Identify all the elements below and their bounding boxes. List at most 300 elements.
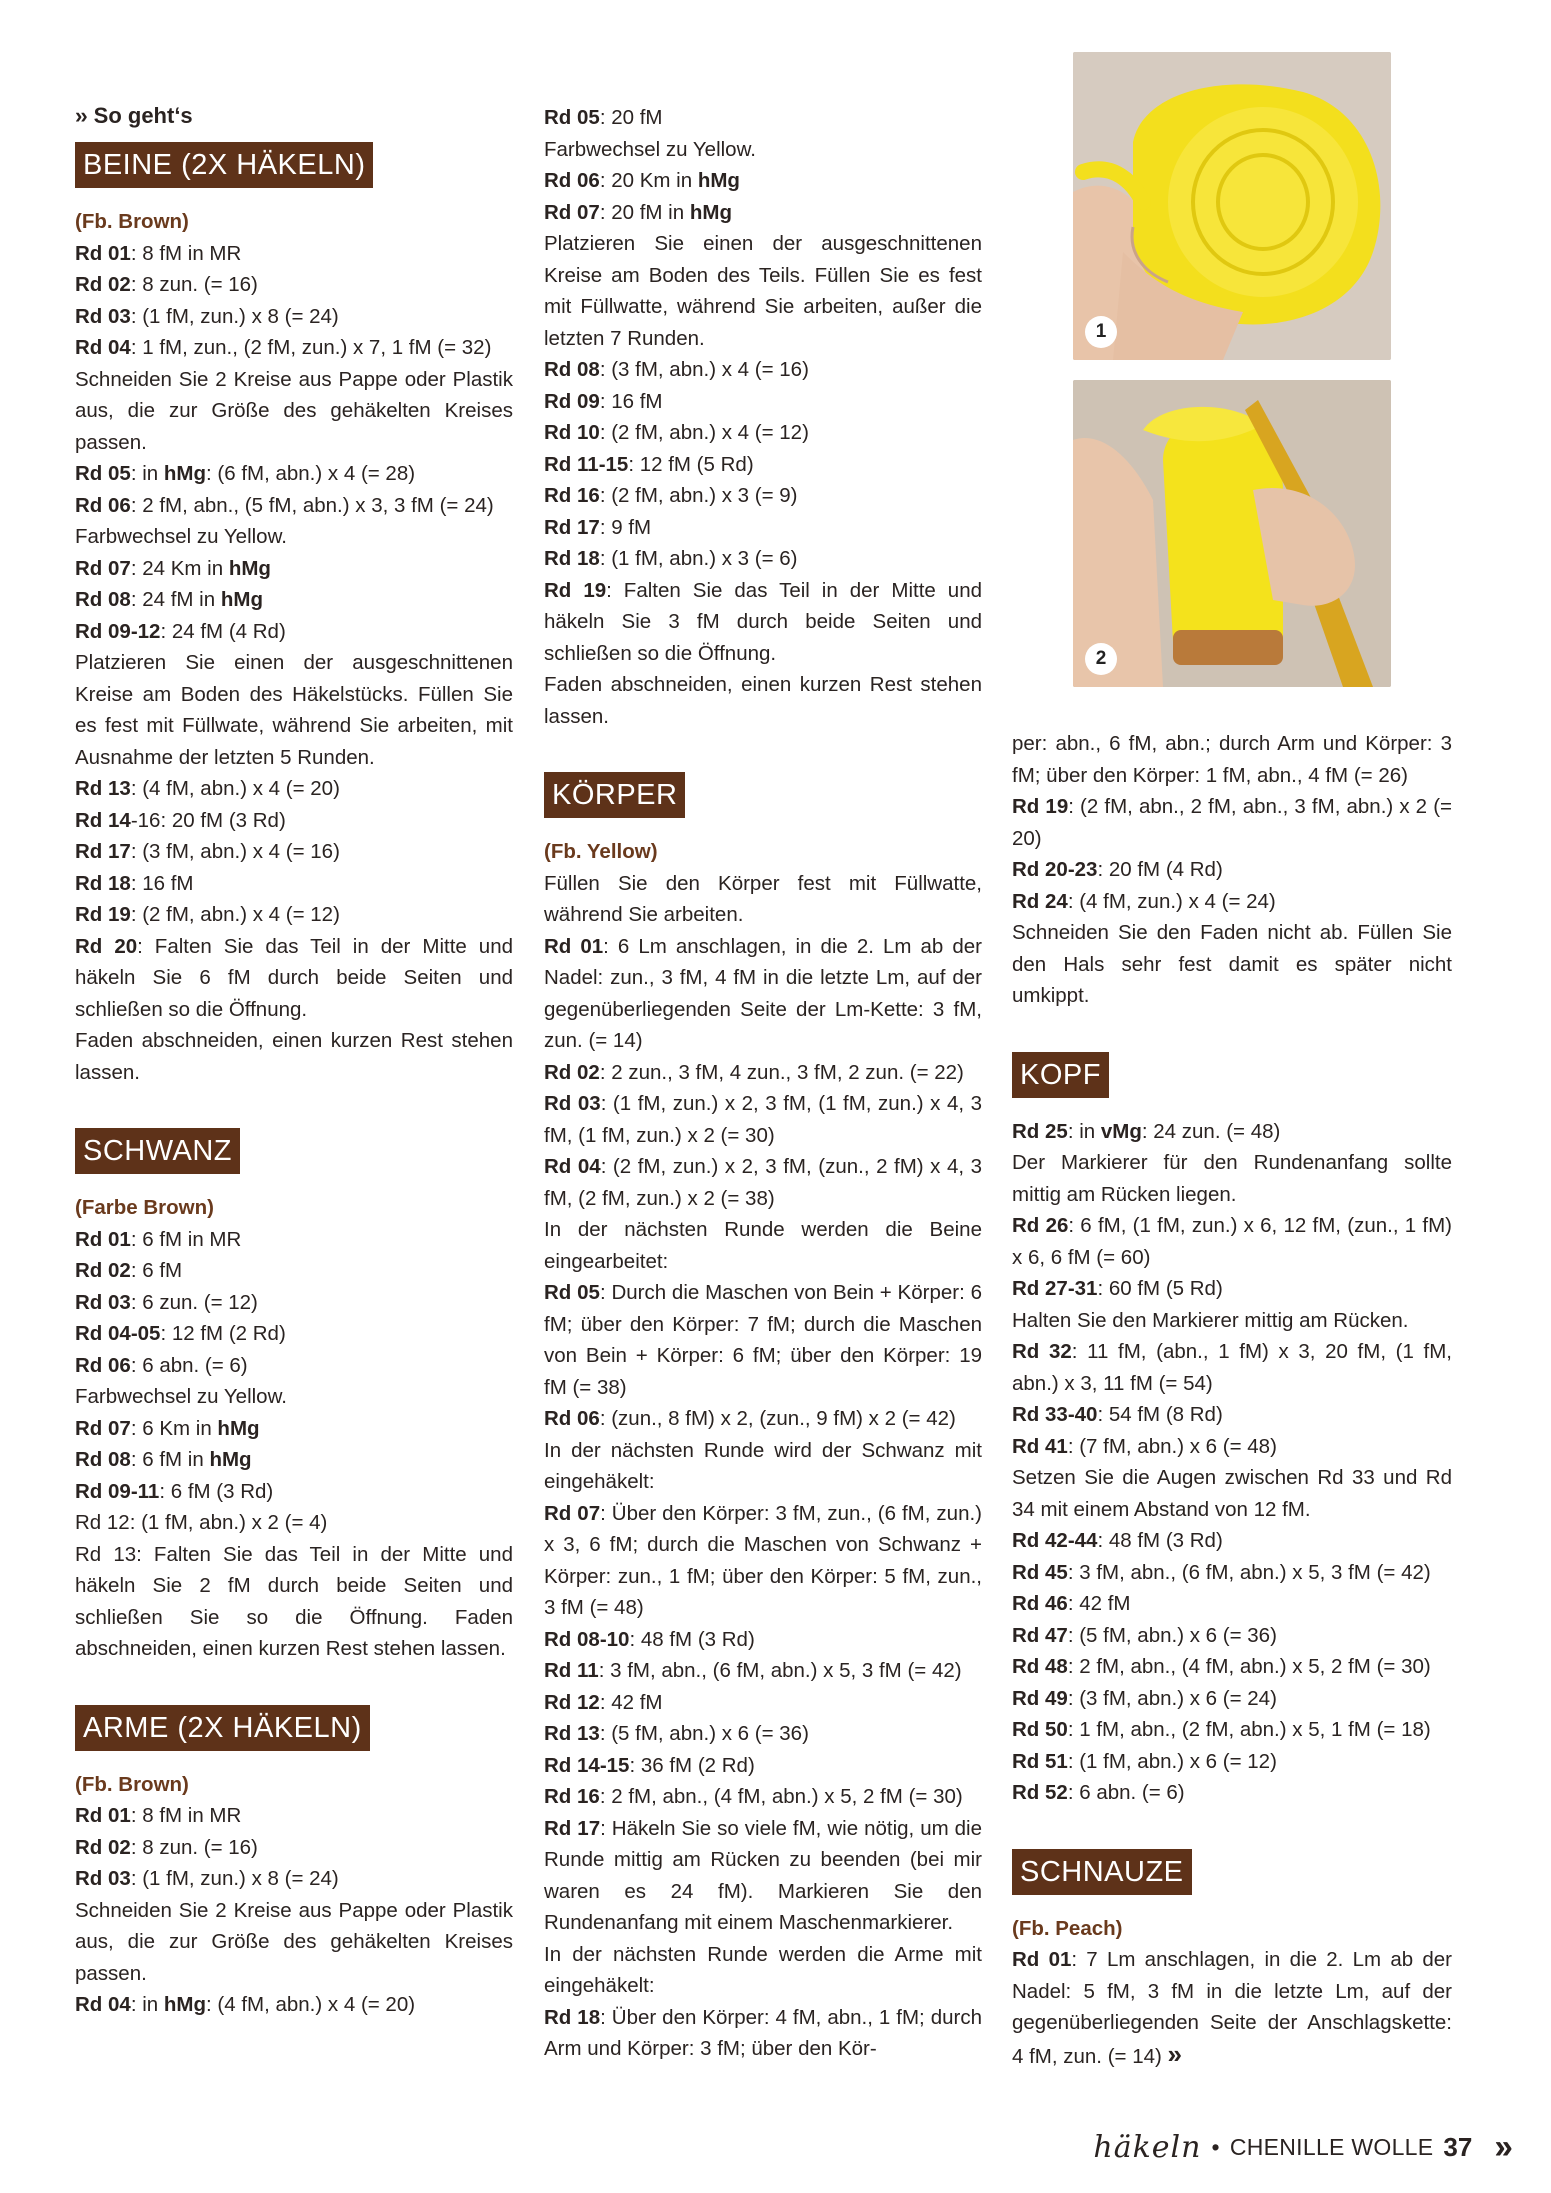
- instruction-line: [1012, 1714, 1452, 1746]
- round-label: Rd 47: [1012, 1623, 1068, 1647]
- round-label: Rd 01: [75, 1227, 131, 1251]
- photo-2-illustration: [1073, 380, 1391, 687]
- instruction-line: [1012, 1336, 1452, 1399]
- instruction-text: : (3 fM, abn.) x 4 (= 16): [130, 840, 340, 863]
- instruction-line: [544, 354, 982, 386]
- instruction-text: : Falten Sie das Teil in der Mitte und häkeln Sie 6 fM durch beide Seiten und schließen so die Öffnung.: [75, 934, 513, 1021]
- instruction-line: [75, 836, 513, 868]
- instruction-text: : 1 fM, zun., (2 fM, zun.) x 7, 1 fM (= 32): [130, 336, 492, 359]
- round-label: Rd 07: [544, 200, 600, 224]
- instruction-line: [544, 575, 982, 670]
- instruction-text: : 24 Km in: [130, 556, 229, 580]
- ring-label: hMg: [697, 169, 740, 192]
- instruction-line: [75, 899, 513, 931]
- instruction-text: per: abn., 6 fM, abn.; durch Arm und Körper: 3 fM; über den Körper: 1 fM, abn., 4 fM (= 26): [1012, 732, 1452, 787]
- instruction-line: [544, 480, 982, 512]
- instruction-text: Farbwechsel zu Yellow.: [75, 525, 287, 548]
- beine-color: (Fb. Brown): [75, 210, 189, 233]
- instruction-text: : 24 fM (4 Rd): [160, 619, 286, 643]
- instruction-line: [1012, 1147, 1452, 1210]
- round-label: Rd 14-15: [544, 1753, 630, 1777]
- schwanz-section: [75, 1192, 513, 1665]
- round-label: Rd 20-23: [1012, 858, 1098, 881]
- instruction-text: : 2 zun., 3 fM, 4 zun., 3 fM, 2 zun. (= 22): [599, 1060, 964, 1084]
- round-label: Rd 05: [544, 106, 600, 129]
- column-3: [1012, 728, 1452, 2072]
- instruction-line: [75, 553, 513, 585]
- instruction-text: : 8 zun. (= 16): [130, 273, 258, 296]
- instruction-line: [75, 490, 513, 522]
- instruction-line: [75, 332, 513, 364]
- instruction-line: [75, 1224, 513, 1256]
- instruction-text: : (2 fM, zun.) x 2, 3 fM, (zun., 2 fM) x 4, 3 fM, (2 fM, zun.) x 2 (= 38): [544, 1155, 982, 1210]
- instruction-line: [544, 1750, 982, 1782]
- instruction-text: : 8 fM in MR: [130, 241, 242, 265]
- round-label: Rd 45: [1012, 1560, 1068, 1584]
- round-label: Rd 33-40: [1012, 1403, 1098, 1426]
- column-2: [544, 102, 982, 2065]
- instruction-line: [75, 616, 513, 648]
- round-label: Rd 17: [544, 1816, 601, 1840]
- instruction-text: Rd 13: Falten Sie das Teil in der Mitte und häkeln Sie 2 fM durch beide Seiten und schließen Sie so die Öffnung. Faden abschneiden, einen kurzen Rest stehen lassen.: [75, 1542, 513, 1660]
- instruction-text: : (7 fM, abn.) x 6 (= 48): [1067, 1434, 1277, 1458]
- instruction-text: : (4 fM, abn.) x 4 (= 20): [206, 1993, 416, 2016]
- instruction-line: [75, 1539, 513, 1665]
- instruction-line: [544, 1403, 982, 1435]
- round-label: Rd 06: [75, 1353, 131, 1377]
- section-header-schnauze: SCHNAUZE: [1012, 1849, 1192, 1895]
- instruction-text: : 3 fM, abn., (6 fM, abn.) x 5, 3 fM (= 42): [1067, 1560, 1431, 1584]
- round-label: Rd 52: [1012, 1781, 1068, 1804]
- footer-magazine-title: CHENILLE WOLLE: [1229, 2133, 1434, 2160]
- instruction-text: : 20 fM (4 Rd): [1097, 858, 1223, 881]
- round-label: Rd 01: [544, 934, 604, 958]
- instruction-text: Faden abschneiden, einen kurzen Rest stehen lassen.: [75, 1029, 513, 1084]
- instruction-line: [544, 2002, 982, 2065]
- instruction-line: [1012, 1525, 1452, 1557]
- instruction-text: : 48 fM (3 Rd): [1097, 1529, 1223, 1552]
- instruction-line: [544, 669, 982, 732]
- instruction-text: : (4 fM, abn.) x 4 (= 20): [130, 777, 340, 800]
- instruction-line: [1012, 886, 1452, 918]
- instruction-text: Schneiden Sie 2 Kreise aus Pappe oder Plastik aus, die zur Größe des gehäkelten Kreises passen.: [75, 1898, 513, 1985]
- round-label: Rd 09: [544, 389, 600, 413]
- instruction-text: Faden abschneiden, einen kurzen Rest stehen lassen.: [544, 673, 982, 728]
- round-label: Rd 05: [544, 1281, 600, 1304]
- instruction-line: [544, 417, 982, 449]
- instruction-line: [544, 543, 982, 575]
- instruction-text: : 6 abn. (= 6): [130, 1353, 248, 1377]
- round-label: Rd 03: [75, 1867, 131, 1890]
- ring-label: hMg: [209, 1448, 252, 1471]
- instruction-line: [1012, 1557, 1452, 1589]
- instruction-line: [75, 301, 513, 333]
- round-label: Rd 02: [75, 1259, 131, 1282]
- instruction-text: : (2 fM, abn.) x 4 (= 12): [599, 421, 809, 444]
- footer-bullet: •: [1211, 2133, 1220, 2160]
- round-label: Rd 10: [544, 421, 600, 444]
- instruction-line: [75, 1863, 513, 1895]
- instruction-line: [544, 1435, 982, 1498]
- round-label: Rd 06: [544, 169, 600, 192]
- round-label: Rd 01: [1012, 1948, 1072, 1971]
- round-label: Rd 46: [1012, 1592, 1068, 1615]
- instruction-text: : 2 fM, abn., (4 fM, abn.) x 5, 2 fM (= 30): [599, 1785, 963, 1808]
- instruction-line: [544, 868, 982, 931]
- instruction-text: : 6 fM in MR: [130, 1227, 242, 1251]
- instruction-text: : 36 fM (2 Rd): [629, 1753, 755, 1777]
- instruction-line: [544, 1214, 982, 1277]
- instruction-line: [544, 197, 982, 229]
- instruction-text: : (5 fM, abn.) x 6 (= 36): [1067, 1623, 1277, 1647]
- instruction-line: [544, 228, 982, 354]
- instruction-text: : 6 Km in: [130, 1416, 218, 1440]
- round-label: Rd 01: [75, 1804, 131, 1827]
- instruction-line: [75, 1444, 513, 1476]
- instruction-text: : in: [130, 462, 164, 485]
- round-label: Rd 18: [544, 2005, 601, 2029]
- instruction-text: Farbwechsel zu Yellow.: [75, 1385, 287, 1408]
- instruction-line: [544, 449, 982, 481]
- instruction-text: : 54 fM (8 Rd): [1097, 1403, 1223, 1426]
- instruction-text: : 9 fM: [599, 515, 652, 539]
- instruction-line: [1012, 1651, 1452, 1683]
- instruction-text: : (1 fM, zun.) x 2, 3 fM, (1 fM, zun.) x 4, 3 fM, (1 fM, zun.) x 2 (= 30): [544, 1092, 982, 1147]
- instruction-line: [544, 1813, 982, 1939]
- instruction-line: [1012, 1746, 1452, 1778]
- instruction-text: : (1 fM, abn.) x 3 (= 6): [599, 547, 798, 570]
- instruction-text: : 16 fM: [599, 389, 663, 413]
- instruction-text: : 6 Lm anschlagen, in die 2. Lm ab der Nadel: zun., 3 fM, 4 fM in die letzte Lm, auf der gegenüberliegenden Seite der Lm-Kette: 3 fM, zun. (= 14): [544, 934, 982, 1052]
- instruction-text: : 6 fM: [130, 1259, 183, 1282]
- instruction-text: : 16 fM: [130, 871, 194, 895]
- instruction-text: : 8 zun. (= 16): [130, 1835, 258, 1859]
- instruction-text: : 6 abn. (= 6): [1067, 1781, 1185, 1804]
- instruction-line: [1012, 1210, 1452, 1273]
- round-label: Rd 11-15: [544, 452, 629, 476]
- round-label: Rd 49: [1012, 1686, 1068, 1710]
- schnauze-section: [1012, 1913, 1452, 2073]
- instruction-line: [75, 584, 513, 616]
- column-1: [75, 100, 513, 2021]
- instruction-text: : 2 fM, abn., (5 fM, abn.) x 3, 3 fM (= 24): [130, 493, 494, 517]
- instruction-text: : 8 fM in MR: [130, 1804, 242, 1827]
- round-label: Rd 02: [544, 1060, 600, 1084]
- intro-chevron: ››: [75, 103, 86, 128]
- section-header-schwanz: SCHWANZ: [75, 1128, 240, 1174]
- section-header-kopf: KOPF: [1012, 1052, 1109, 1098]
- instruction-line: [544, 386, 982, 418]
- instruction-line: [1012, 728, 1452, 791]
- round-label: Rd 27-31: [1012, 1277, 1098, 1300]
- instruction-line: [75, 1476, 513, 1508]
- round-label: Rd 14: [75, 808, 131, 832]
- instruction-line: [544, 102, 982, 134]
- round-label: Rd 06: [544, 1407, 600, 1430]
- instruction-text: Der Markierer für den Rundenanfang sollte mittig am Rücken liegen.: [1012, 1151, 1452, 1206]
- instruction-text: : (1 fM, zun.) x 8 (= 24): [130, 1867, 339, 1890]
- round-label: Rd 19: [544, 578, 607, 602]
- ring-label: vMg: [1100, 1119, 1142, 1143]
- instruction-line: [1012, 1944, 1452, 2072]
- instruction-line: [1012, 1305, 1452, 1337]
- round-label: Rd 17: [544, 515, 600, 539]
- section-header-beine: BEINE (2X HÄKELN): [75, 142, 373, 188]
- instruction-text: : (1 fM, zun.) x 8 (= 24): [130, 304, 339, 328]
- instruction-line: [544, 1687, 982, 1719]
- instruction-text: Farbwechsel zu Yellow.: [544, 137, 756, 161]
- round-label: Rd 04: [75, 336, 131, 359]
- instruction-line: [1012, 1462, 1452, 1525]
- instruction-text: : Über den Körper: 4 fM, abn., 1 fM; durch Arm und Körper: 3 fM; über den Kör-: [544, 2005, 983, 2060]
- instruction-line: [1012, 1431, 1452, 1463]
- instruction-line: [544, 1624, 982, 1656]
- instruction-text: : (2 fM, abn., 2 fM, abn., 3 fM, abn.) x 2 (= 20): [1012, 795, 1452, 850]
- instruction-text: : 6 fM in: [130, 1448, 210, 1471]
- instruction-line: [75, 1832, 513, 1864]
- round-label: Rd 08: [75, 1448, 131, 1471]
- instruction-text: Schneiden Sie den Faden nicht ab. Füllen Sie den Hals sehr fest damit es später nicht umkippt.: [1012, 921, 1452, 1007]
- instruction-line: [1012, 1777, 1452, 1809]
- instruction-line: [75, 1381, 513, 1413]
- round-label: Rd 04: [75, 1993, 131, 2016]
- instruction-text: : 6 fM (3 Rd): [159, 1479, 274, 1503]
- page-footer: [1093, 2127, 1509, 2167]
- round-label: Rd 11: [544, 1659, 599, 1682]
- round-label: Rd 19: [1012, 795, 1069, 818]
- round-label: Rd 24: [1012, 889, 1068, 913]
- round-label: Rd 18: [75, 871, 131, 895]
- instruction-line: [75, 1287, 513, 1319]
- round-label: Rd 48: [1012, 1655, 1068, 1678]
- intro-heading: [75, 100, 513, 132]
- round-label: Rd 13: [75, 777, 131, 800]
- instruction-line: [544, 512, 982, 544]
- instruction-text: : (1 fM, abn.) x 6 (= 12): [1067, 1749, 1277, 1773]
- instruction-text: : Häkeln Sie so viele fM, wie nötig, um die Runde mittig am Rücken zu beenden (bei mir waren es 24 fM). Markieren Sie den Rundenanfang mit einem Maschenmarkierer.: [544, 1816, 983, 1934]
- intro-title: So geht‘s: [93, 103, 193, 128]
- instruction-line: [75, 1318, 513, 1350]
- round-label: Rd 03: [544, 1092, 601, 1115]
- instruction-text: In der nächsten Runde werden die Beine eingearbeitet:: [544, 1218, 982, 1273]
- instruction-text: : in: [1067, 1119, 1101, 1143]
- round-label: Rd 07: [75, 1416, 131, 1440]
- instruction-line: [75, 647, 513, 773]
- koerper-section: [544, 836, 982, 2065]
- instruction-line: [75, 521, 513, 553]
- kopf-section: [1012, 1116, 1452, 1809]
- instruction-text: : 6 zun. (= 12): [130, 1290, 258, 1314]
- instruction-line: [544, 1151, 982, 1214]
- instruction-text: : 6 fM, (1 fM, zun.) x 6, 12 fM, (zun., 1 fM) x 6, 6 fM (= 60): [1012, 1214, 1452, 1269]
- round-label: Rd 16: [544, 1785, 600, 1808]
- instruction-text: : 12 fM (5 Rd): [628, 452, 754, 476]
- instruction-text: : Über den Körper: 3 fM, zun., (6 fM, zun.) x 3, 6 fM; durch die Maschen von Schwanz + Körper: zun., 1 fM; über den Körper: 5 fM, zun., 3 fM (= 48): [544, 1501, 982, 1619]
- round-label: Rd 07: [544, 1501, 601, 1525]
- instruction-line: [75, 1413, 513, 1445]
- instruction-line: [544, 1277, 982, 1403]
- instruction-text: Halten Sie den Markierer mittig am Rücken.: [1012, 1308, 1409, 1332]
- instruction-text: Füllen Sie den Körper fest mit Füllwatte, während Sie arbeiten.: [544, 871, 982, 926]
- round-label: Rd 09-11: [75, 1479, 160, 1503]
- section-header-arme: ARME (2X HÄKELN): [75, 1705, 370, 1751]
- round-label: Rd 20: [75, 934, 138, 958]
- instruction-text: : 20 Km in: [599, 169, 698, 192]
- instruction-line: [544, 134, 982, 166]
- instruction-text: Platzieren Sie einen der ausgeschnittenen Kreise am Boden des Häkelstücks. Füllen Sie es fest mit Füllwate, während Sie arbeiten, mit Ausnahme der letzten 5 Runden.: [75, 651, 513, 769]
- round-label: Rd 08-10: [544, 1627, 630, 1651]
- instruction-text: : (4 fM, zun.) x 4 (= 24): [1067, 889, 1276, 913]
- instruction-line: [75, 1989, 513, 2021]
- instruction-line: [1012, 854, 1452, 886]
- round-label: Rd 08: [75, 588, 131, 611]
- round-label: Rd 05: [75, 462, 131, 485]
- instruction-line: [75, 1895, 513, 1990]
- arme-section: [75, 1769, 513, 2021]
- instruction-line: [1012, 1620, 1452, 1652]
- round-label: Rd 04-05: [75, 1322, 161, 1345]
- photo-step-1: [1073, 52, 1391, 360]
- instruction-line: [1012, 917, 1452, 1012]
- round-label: Rd 17: [75, 840, 131, 863]
- round-label: Rd 01: [75, 241, 131, 265]
- instruction-line: [1012, 1273, 1452, 1305]
- instruction-text: Schneiden Sie 2 Kreise aus Pappe oder Plastik aus, die zur Größe des gehäkelten Kreises passen.: [75, 367, 513, 454]
- round-label: Rd 19: [75, 903, 131, 926]
- instruction-text: : 11 fM, (abn., 1 fM) x 3, 20 fM, (1 fM, abn.) x 3, 11 fM (= 54): [1012, 1340, 1452, 1395]
- instruction-text: -16: 20 fM (3 Rd): [130, 808, 286, 832]
- ring-label: hMg: [220, 588, 263, 611]
- instruction-line: [75, 868, 513, 900]
- instruction-line: [1012, 1116, 1452, 1148]
- instruction-line: [75, 1800, 513, 1832]
- round-label: Rd 08: [544, 358, 600, 381]
- instruction-text: In der nächsten Runde werden die Arme mit eingehäkelt:: [544, 1942, 982, 1997]
- instruction-line: [75, 269, 513, 301]
- ring-label: hMg: [689, 200, 732, 224]
- instruction-text: : 60 fM (5 Rd): [1097, 1277, 1223, 1300]
- instruction-text: Platzieren Sie einen der ausgeschnittenen Kreise am Boden des Teils. Füllen Sie es fest mit Füllwatte, während Sie arbeiten, außer die letzten 7 Runden.: [544, 232, 982, 350]
- instruction-text: : Durch die Maschen von Bein + Körper: 6 fM; über den Körper: 7 fM; durch die Maschen von Bein + Körper: 6 fM; über den Körper: 19 fM (= 38): [544, 1281, 982, 1399]
- instruction-text: : 12 fM (2 Rd): [160, 1322, 286, 1345]
- instruction-text: : (3 fM, abn.) x 6 (= 24): [1067, 1686, 1277, 1710]
- round-label: Rd 03: [75, 304, 131, 328]
- instruction-line: [544, 1781, 982, 1813]
- instruction-line: [75, 773, 513, 805]
- footer-brand-script: häkeln: [1093, 2129, 1202, 2165]
- ring-label: hMg: [217, 1416, 260, 1440]
- round-label: Rd 25: [1012, 1119, 1068, 1143]
- instruction-line: [75, 1025, 513, 1088]
- instruction-text: : (2 fM, abn.) x 4 (= 12): [130, 903, 340, 926]
- instruction-text: : 24 fM in: [130, 588, 221, 611]
- ring-label: hMg: [163, 1993, 206, 2016]
- instruction-line: [75, 1255, 513, 1287]
- round-label: Rd 02: [75, 273, 131, 296]
- arme-continued: [544, 102, 982, 732]
- instruction-text: : 42 fM: [1067, 1592, 1131, 1615]
- instruction-text: : 42 fM: [599, 1690, 663, 1714]
- koerper-continued: [1012, 728, 1452, 1012]
- ring-label: hMg: [228, 556, 271, 580]
- instruction-text: : (6 fM, abn.) x 4 (= 28): [206, 462, 416, 485]
- round-label: Rd 16: [544, 484, 600, 507]
- round-label: Rd 03: [75, 1290, 131, 1314]
- instruction-text: : (2 fM, abn.) x 3 (= 9): [599, 484, 798, 507]
- section-header-koerper: KÖRPER: [544, 772, 685, 818]
- instruction-line: [1012, 791, 1452, 854]
- round-label: Rd 50: [1012, 1718, 1068, 1741]
- instruction-line: [544, 1655, 982, 1687]
- instruction-line: [1012, 1588, 1452, 1620]
- instruction-text: : 48 fM (3 Rd): [629, 1627, 755, 1651]
- round-label: Rd 12: [544, 1690, 600, 1714]
- instruction-line: [544, 1939, 982, 2002]
- instruction-line: [544, 165, 982, 197]
- round-label: Rd 51: [1012, 1749, 1068, 1773]
- page-number: 37: [1443, 2131, 1473, 2162]
- ring-label: hMg: [163, 462, 206, 485]
- round-label: Rd 42-44: [1012, 1529, 1098, 1552]
- round-label: Rd 06: [75, 493, 131, 517]
- round-label: Rd 04: [544, 1155, 601, 1178]
- photo-1-illustration: [1073, 52, 1391, 360]
- instruction-line: [75, 238, 513, 270]
- instruction-text: : (3 fM, abn.) x 4 (= 16): [599, 358, 809, 381]
- instruction-line: [544, 931, 982, 1057]
- schwanz-color: (Farbe Brown): [75, 1196, 214, 1219]
- instruction-text: Setzen Sie die Augen zwischen Rd 33 und Rd 34 mit einem Abstand von 12 fM.: [1012, 1466, 1452, 1521]
- koerper-color: (Fb. Yellow): [544, 840, 658, 863]
- step-badge-1: 1: [1085, 316, 1117, 348]
- schnauze-color: (Fb. Peach): [1012, 1916, 1123, 1940]
- instruction-line: [1012, 1399, 1452, 1431]
- arme-color: (Fb. Brown): [75, 1772, 189, 1796]
- instruction-text: : 2 fM, abn., (4 fM, abn.) x 5, 2 fM (= 30): [1067, 1655, 1431, 1678]
- round-label: Rd 09-12: [75, 619, 161, 643]
- round-label: Rd 26: [1012, 1214, 1069, 1237]
- round-label: Rd 02: [75, 1835, 131, 1859]
- round-label: Rd 18: [544, 547, 600, 570]
- instruction-line: [544, 1088, 982, 1151]
- instruction-text: : 20 fM: [599, 106, 663, 129]
- instruction-text: : in: [130, 1993, 164, 2016]
- instruction-line: [544, 1718, 982, 1750]
- instruction-text: Rd 12: (1 fM, abn.) x 2 (= 4): [75, 1511, 328, 1534]
- instruction-line: [75, 364, 513, 459]
- round-label: Rd 07: [75, 556, 131, 580]
- instruction-text: : 20 fM in: [599, 200, 690, 224]
- instruction-text: : 24 zun. (= 48): [1141, 1119, 1281, 1143]
- beine-section: [75, 206, 513, 1088]
- instruction-line: [75, 1507, 513, 1539]
- instruction-line: [544, 1498, 982, 1624]
- photo-step-2: [1073, 380, 1391, 687]
- instruction-line: [75, 458, 513, 490]
- instruction-text: : 1 fM, abn., (2 fM, abn.) x 5, 1 fM (= 18): [1067, 1718, 1431, 1741]
- instruction-line: [1012, 1683, 1452, 1715]
- round-label: Rd 32: [1012, 1340, 1072, 1363]
- instruction-text: : 3 fM, abn., (6 fM, abn.) x 5, 3 fM (= 42): [598, 1659, 962, 1682]
- instruction-text: : (5 fM, abn.) x 6 (= 36): [599, 1722, 809, 1745]
- instruction-line: [544, 1057, 982, 1089]
- instruction-text: : (zun., 8 fM) x 2, (zun., 9 fM) x 2 (= 42): [599, 1407, 956, 1430]
- instruction-line: [75, 1350, 513, 1382]
- instruction-line: [75, 805, 513, 837]
- next-page-chevron[interactable]: ››: [1494, 2127, 1509, 2166]
- continue-chevron: »: [1167, 2038, 1182, 2069]
- instruction-text: : 7 Lm anschlagen, in die 2. Lm ab der Nadel: 5 fM, 3 fM in die letzte Lm, auf der gegenüberliegenden Seite der Anschlagskette: 4 fM, zun. (= 14): [1012, 1948, 1452, 2068]
